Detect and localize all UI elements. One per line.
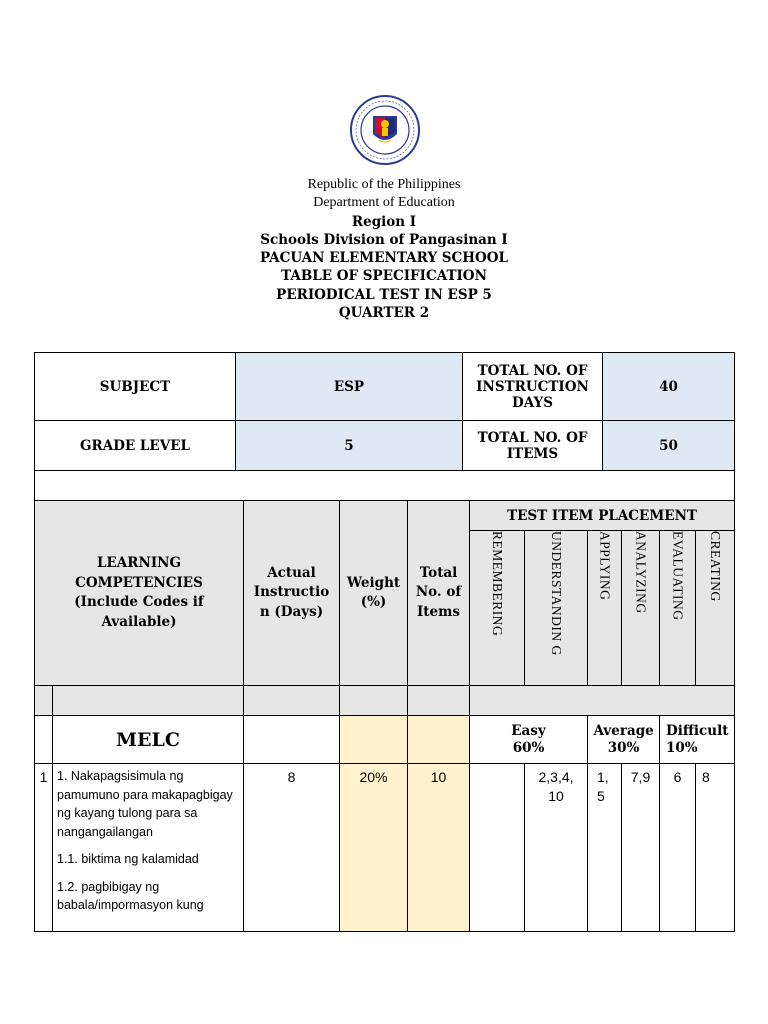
test-title: PERIODICAL TEST IN ESP 5 (276, 286, 492, 303)
difficult-label: Difficult 10% (660, 716, 735, 764)
days-label: TOTAL NO. OF INSTRUCTION DAYS (463, 353, 603, 421)
competency-cell (53, 764, 244, 932)
average-label: Average 30% (588, 716, 660, 764)
gray-cell (470, 686, 735, 716)
tos-title: TABLE OF SPECIFICATION (281, 268, 487, 285)
days-cell: 8 (244, 764, 340, 932)
test-item-placement-header: TEST ITEM PLACEMENT (470, 501, 735, 531)
competencies-header: LEARNING COMPETENCIES (Include Codes if Available) (35, 501, 244, 686)
empty-cell (35, 716, 53, 764)
republic-line: Republic of the Philippines (307, 177, 461, 192)
gray-cell (340, 686, 408, 716)
creating-cell: 8 (696, 764, 735, 932)
weight-cell: 20% (340, 764, 408, 932)
department-line: Department of Education (313, 195, 455, 211)
understanding-cell: 2,3,4, 10 (525, 764, 588, 932)
easy-label: Easy 60% (470, 716, 588, 764)
items-melc-cell (408, 716, 470, 764)
level-understanding: UNDERSTANDIN G (525, 531, 588, 686)
spacer-row (35, 471, 735, 501)
level-analyzing: ANALYZING (622, 531, 660, 686)
items-label: TOTAL NO. OF ITEMS (463, 421, 603, 471)
division-line: Schools Division of Pangasinan I (260, 231, 508, 248)
applying-cell: 1, 5 (588, 764, 622, 932)
subject-value: ESP (236, 353, 463, 421)
grade-label: GRADE LEVEL (35, 421, 236, 471)
weight-header: Weight (%) (340, 501, 408, 686)
level-applying: APPLYING (588, 531, 622, 686)
days-value: 40 (603, 353, 735, 421)
gray-cell (408, 686, 470, 716)
remembering-cell (470, 764, 525, 932)
empty-cell (244, 716, 340, 764)
school-line: PACUAN ELEMENTARY SCHOOL (259, 250, 509, 267)
level-creating: CREATING (696, 531, 735, 686)
gray-cell (35, 686, 53, 716)
document-header (0, 176, 768, 322)
competency-sub2: 1.2. pagbibigay ng babala/impormasyon kung (57, 879, 204, 912)
table-row (35, 764, 735, 932)
subject-label: SUBJECT (35, 353, 236, 421)
analyzing-cell: 7,9 (622, 764, 660, 932)
gray-cell (53, 686, 244, 716)
competency-sub1: 1.1. biktima ng kalamidad (57, 852, 199, 866)
region-line: Region I (351, 213, 417, 230)
specification-table (34, 500, 735, 932)
days-header: Actual Instructio n (Days) (244, 501, 340, 686)
level-remembering: REMEMBERING (470, 531, 525, 686)
evaluating-cell: 6 (660, 764, 696, 932)
competency-text: 1. Nakapagsisimula ng pamumuno para makapagbigay ng kayang tulong para sa nangangailangan (57, 769, 233, 839)
level-evaluating: EVALUATING (660, 531, 696, 686)
weight-melc-cell (340, 716, 408, 764)
gray-cell (244, 686, 340, 716)
quarter-line: QUARTER 2 (338, 305, 430, 322)
row-number: 1 (35, 764, 53, 932)
deped-seal-logo (349, 94, 421, 166)
grade-value: 5 (236, 421, 463, 471)
items-cell: 10 (408, 764, 470, 932)
items-value: 50 (603, 421, 735, 471)
items-header: Total No. of Items (408, 501, 470, 686)
melc-label: MELC (53, 716, 244, 764)
info-table (34, 352, 735, 501)
